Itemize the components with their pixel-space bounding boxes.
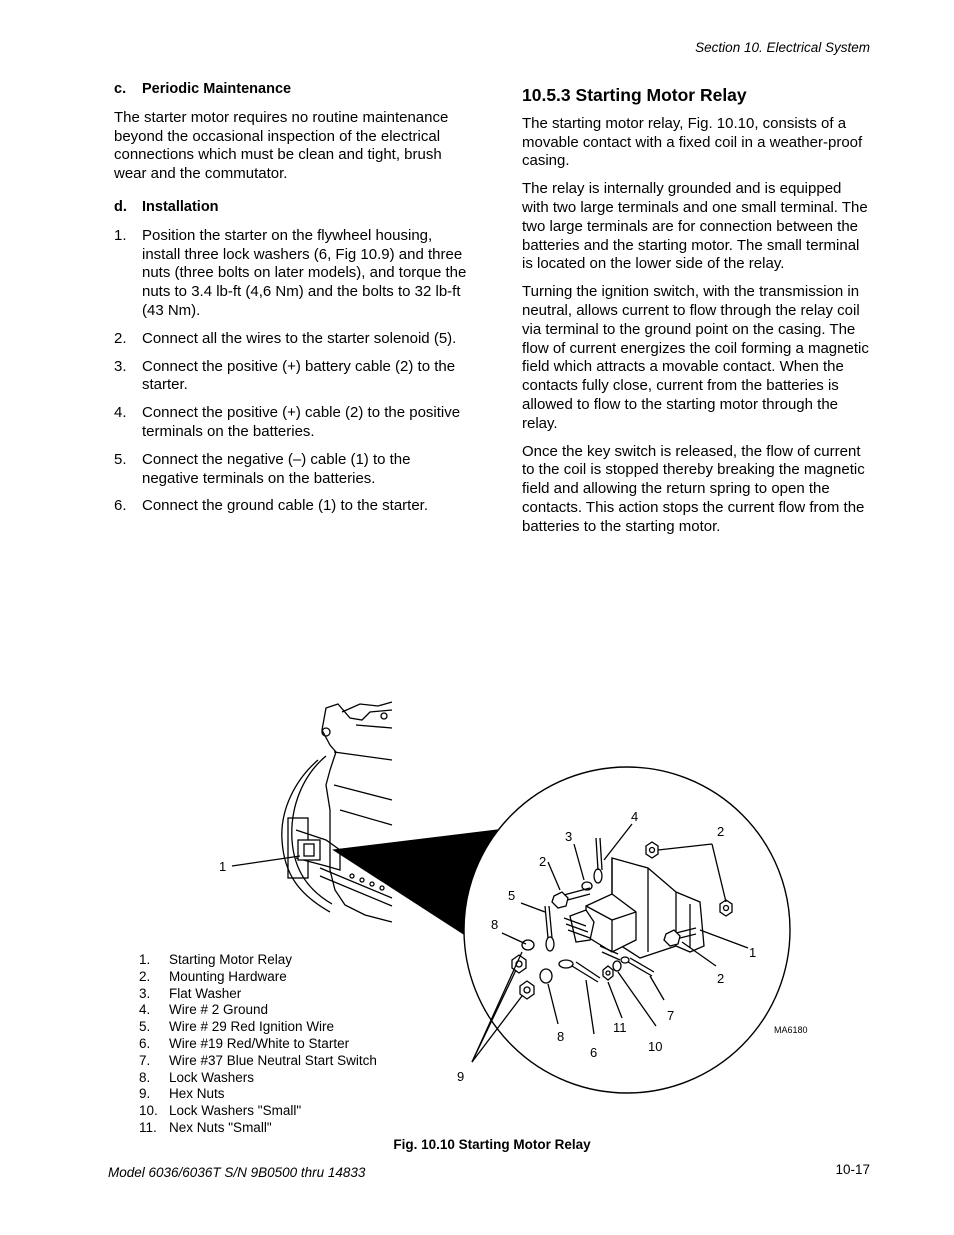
installation-steps — [114, 227, 469, 516]
callout-label: 1 — [749, 945, 757, 960]
legend-label: Starting Motor Relay — [169, 952, 293, 967]
list-item — [114, 451, 469, 489]
callout-label: 2 — [539, 854, 547, 869]
legend-number: 4. — [139, 1002, 151, 1018]
page-number: 10-17 — [835, 1162, 870, 1177]
legend-item — [139, 986, 377, 1003]
installation-heading — [114, 198, 469, 217]
legend-number: 5. — [139, 1019, 151, 1035]
list-item — [114, 330, 469, 349]
legend-label: Mounting Hardware — [169, 968, 287, 984]
engine-block-drawing — [282, 702, 392, 922]
legend-item — [139, 1120, 377, 1137]
step-number: 5. — [114, 450, 127, 468]
step-number: 1. — [114, 226, 127, 244]
step-text: Connect the positive (+) battery cable (2) to the starter. — [142, 357, 456, 394]
legend-number: 9. — [139, 1086, 151, 1102]
left-column — [114, 80, 469, 525]
legend-item — [139, 1019, 377, 1036]
list-item — [114, 358, 469, 396]
legend-label: Hex Nuts — [169, 1086, 225, 1102]
legend-number: 6. — [139, 1035, 151, 1051]
legend-item — [139, 969, 377, 986]
legend-number: 2. — [139, 968, 151, 984]
callout-label: 1 — [219, 859, 227, 874]
figure-legend — [139, 952, 377, 1137]
paragraph: Turning the ignition switch, with the transmission in neutral, allows current to flow through the relay coil via terminal to the ground point on the casing. The flow of current energizes the coil forming a magnetic field which attracts a movable contact. When the contacts fully close, current from the batteries is allowed to flow to the starting motor through the relay. — [522, 283, 869, 432]
periodic-maintenance-heading — [114, 80, 469, 99]
legend-number: 3. — [139, 985, 151, 1001]
callout-label: 11 — [613, 1020, 627, 1035]
callout-label: 6 — [590, 1045, 598, 1060]
heading-title: Periodic Maintenance — [142, 81, 292, 97]
callout-label: 2 — [717, 971, 725, 986]
callout-label: 5 — [508, 888, 516, 903]
legend-label: Lock Washers — [169, 1069, 255, 1085]
legend-number: 8. — [139, 1069, 151, 1085]
step-number: 4. — [114, 404, 127, 422]
legend-label: Wire #37 Blue Neutral Start Switch — [169, 1052, 377, 1068]
paragraph: Once the key switch is released, the flow of current to the coil is stopped thereby breaking the magnetic field and allowing the return spring to open the contacts. This action stops the current flow from the batteries to the starting motor. — [522, 442, 865, 535]
legend-label: Wire # 2 Ground — [169, 1002, 269, 1018]
callout-label: 4 — [631, 809, 639, 824]
footer-model: Model 6036/6036T S/N 9B0500 thru 14833 — [108, 1165, 366, 1180]
legend-label: Flat Washer — [169, 985, 242, 1001]
callout-label: 9 — [457, 1069, 465, 1084]
legend-number: 10. — [139, 1103, 158, 1119]
paragraph: The starting motor relay, Fig. 10.10, consists of a movable contact with a fixed coil in a weather-proof casing. — [522, 114, 863, 170]
step-number: 6. — [114, 497, 127, 515]
callout-label: 10 — [648, 1039, 663, 1054]
heading-letter: c. — [114, 81, 127, 97]
legend-item — [139, 1086, 377, 1103]
legend-item — [139, 1103, 377, 1120]
step-text: Connect the positive (+) cable (2) to the positive terminals on the batteries. — [142, 404, 461, 440]
legend-item — [139, 1002, 377, 1019]
figure-code: MA6180 — [774, 1025, 808, 1035]
callout-label: 8 — [557, 1029, 565, 1044]
figure-starting-motor-relay — [0, 690, 954, 1160]
legend-item — [139, 1070, 377, 1087]
step-number: 2. — [114, 329, 127, 347]
heading-title: Installation — [142, 198, 219, 215]
callout-label: 7 — [667, 1008, 675, 1023]
legend-item — [139, 952, 377, 969]
legend-item — [139, 1036, 377, 1053]
list-item — [114, 404, 469, 442]
paragraph: The relay is internally grounded and is equipped with two large terminals and one small terminal. The two large terminals are for connection between the batteries and the starting motor. The small terminal is located on the lower side of the relay. — [522, 180, 868, 273]
callout-label: 3 — [565, 829, 573, 844]
legend-number: 1. — [139, 952, 151, 967]
legend-item — [139, 1053, 377, 1070]
running-header: Section 10. Electrical System — [695, 40, 870, 55]
callout-label: 8 — [491, 917, 499, 932]
legend-label: Wire #19 Red/White to Starter — [169, 1035, 350, 1051]
figure-caption: Fig. 10.10 Starting Motor Relay — [393, 1137, 591, 1152]
step-text: Connect the negative (–) cable (1) to the negative terminals on the batteries. — [142, 450, 411, 487]
step-text: Position the starter on the flywheel housing, install three lock washers (6, Fig 10.9) and three nuts (three bolts on later models), and torque the nuts to 3.4 lb-ft (4,6 Nm) and the bolts to 32 lb-ft (43 Nm). — [142, 226, 467, 319]
legend-number: 7. — [139, 1052, 151, 1068]
legend-label: Lock Washers "Small" — [169, 1103, 302, 1119]
periodic-maintenance-text: The starter motor requires no routine maintenance beyond the occasional inspection of the electrical connections which must be clean and tight, brush wear and the commutator. — [114, 108, 449, 183]
list-item — [114, 227, 469, 321]
legend-label: Nex Nuts "Small" — [169, 1119, 272, 1135]
list-item — [114, 497, 469, 516]
step-text: Connect all the wires to the starter solenoid (5). — [142, 329, 457, 347]
step-number: 3. — [114, 357, 127, 375]
right-column — [522, 86, 872, 546]
step-text: Connect the ground cable (1) to the starter. — [142, 497, 429, 515]
heading-letter: d. — [114, 198, 127, 215]
section-title: 10.5.3 Starting Motor Relay — [522, 85, 747, 105]
callout-label: 2 — [717, 824, 725, 839]
legend-label: Wire # 29 Red Ignition Wire — [169, 1019, 335, 1035]
legend-number: 11. — [139, 1119, 157, 1135]
